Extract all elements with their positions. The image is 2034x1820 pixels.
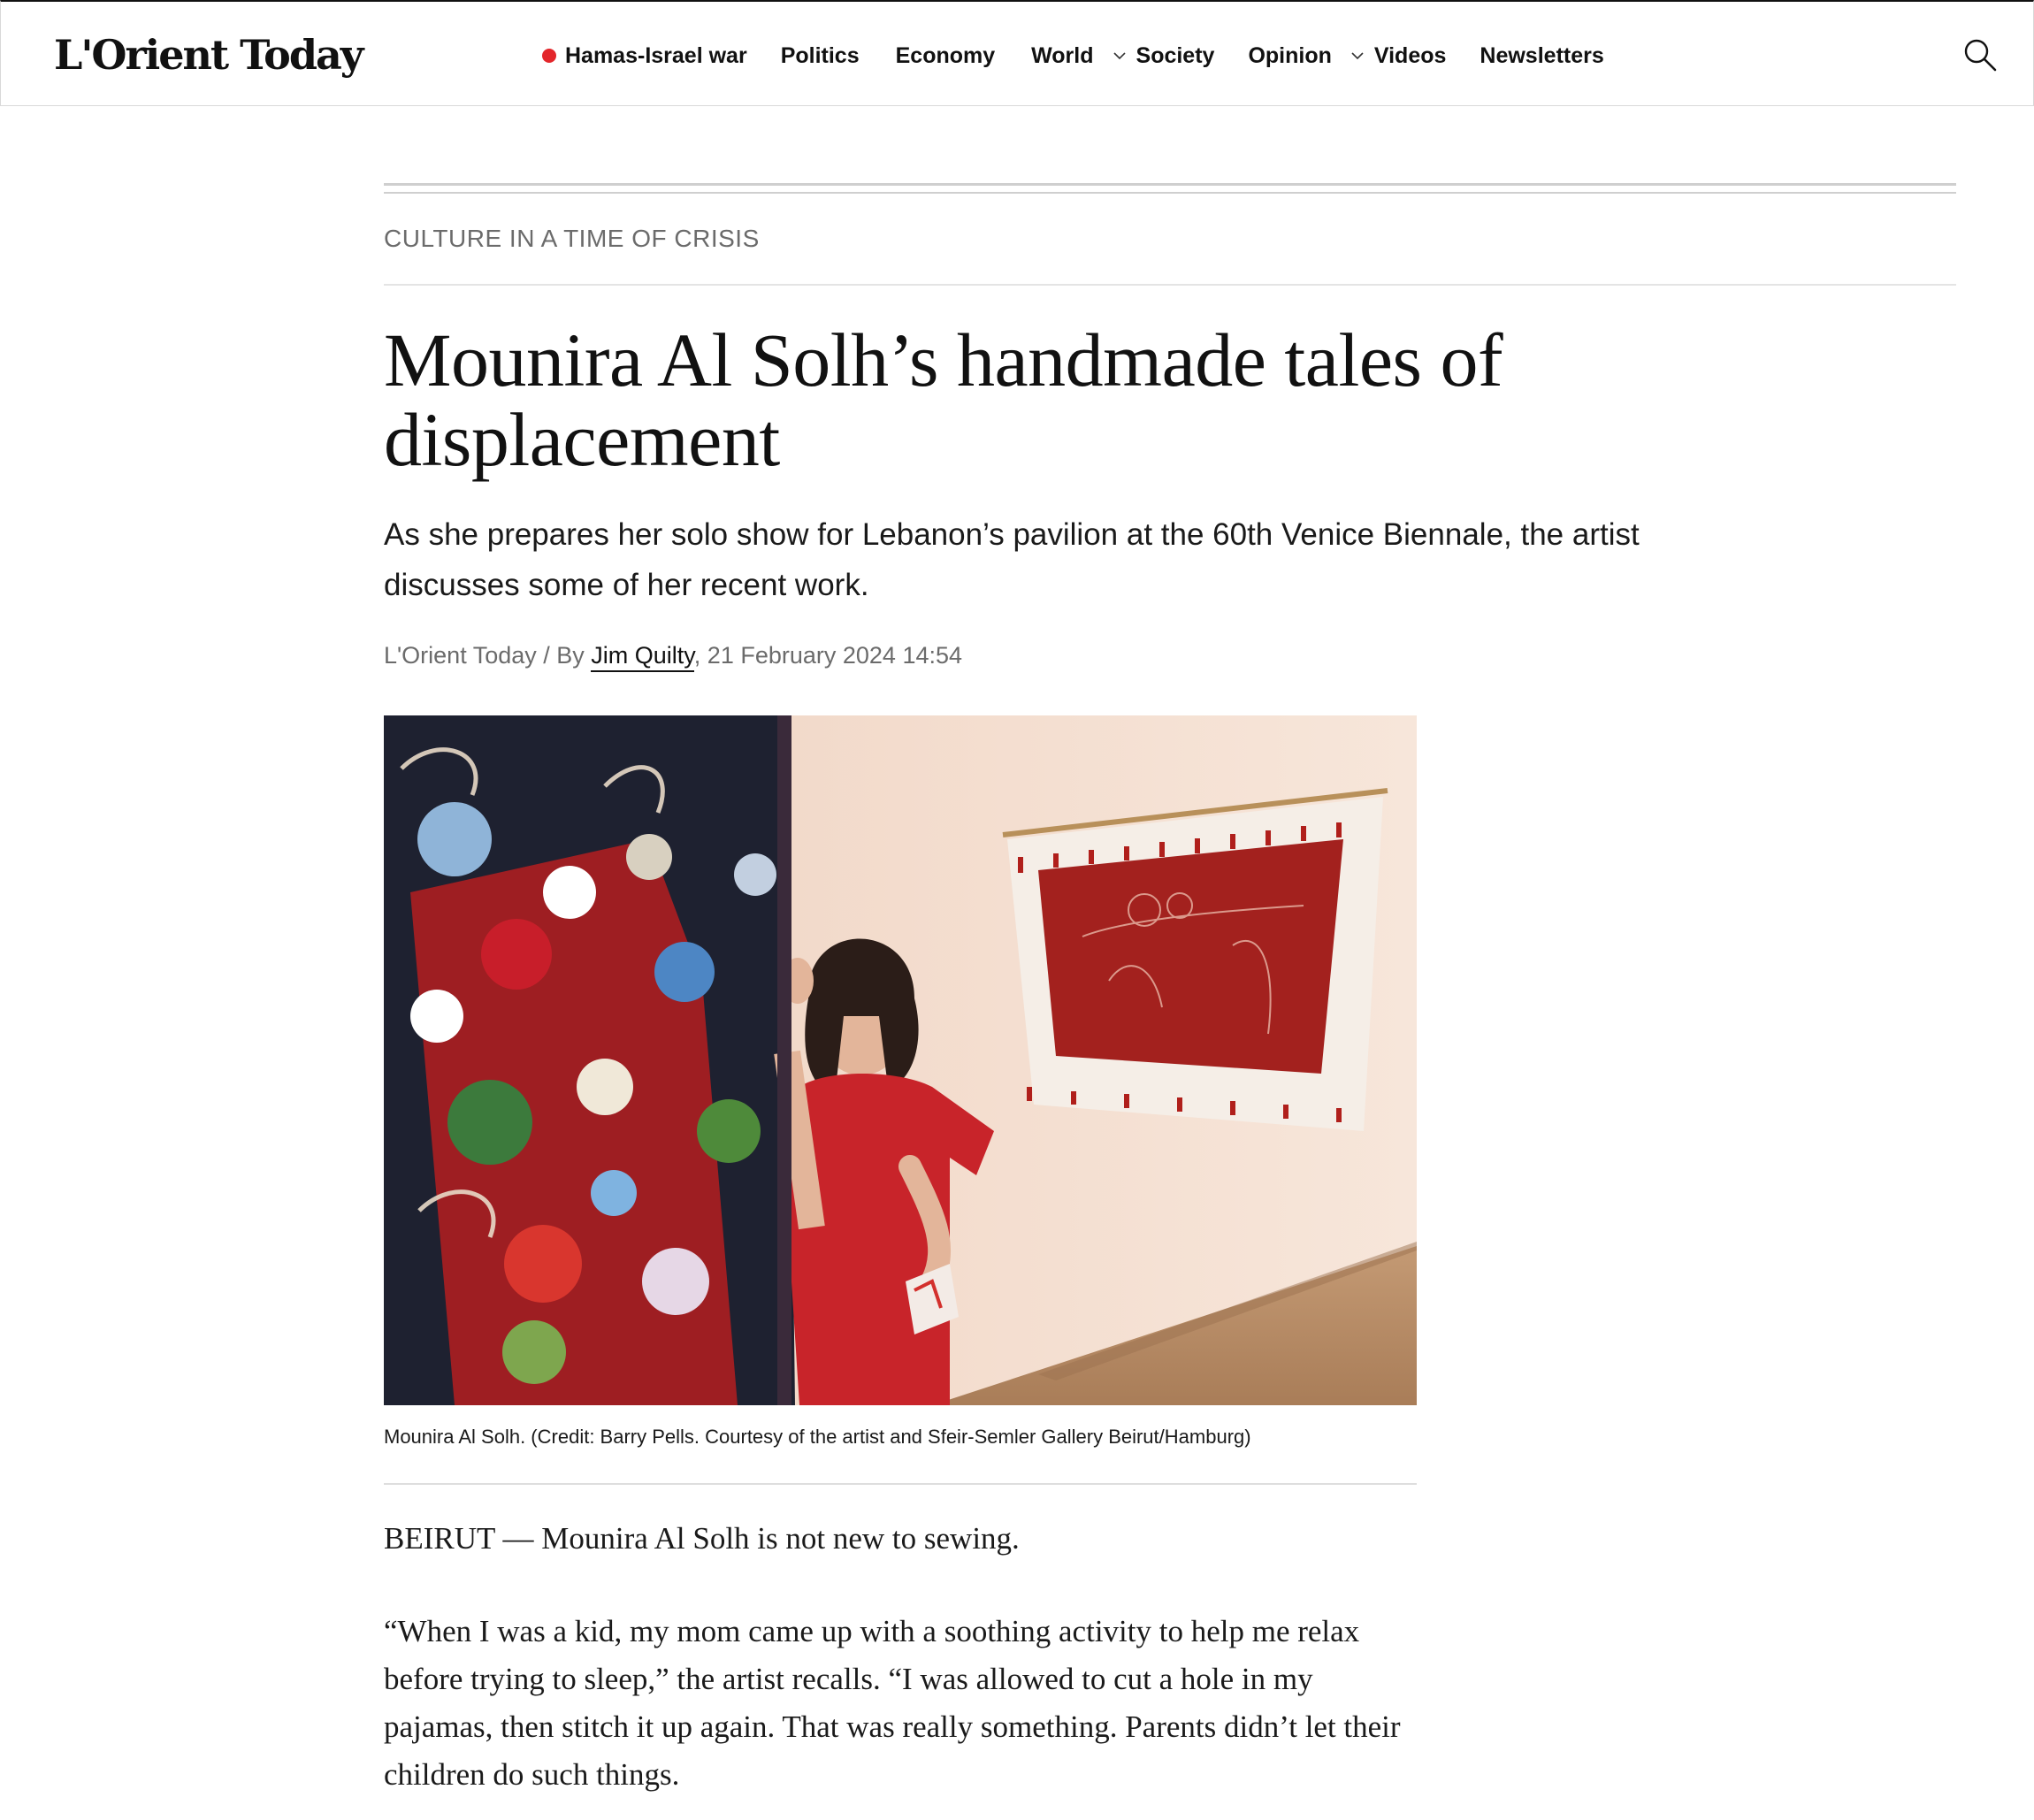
nav-label: Opinion — [1248, 42, 1332, 68]
author-link[interactable]: Jim Quilty — [591, 642, 694, 672]
nav-item-politics[interactable] — [781, 43, 860, 69]
site-logo[interactable]: L'Orient Today — [54, 31, 363, 79]
nav-item-world[interactable] — [1031, 43, 1093, 69]
article-paragraph: “When I was a kid, my mom came up with a soothing activity to help me relax before trying to sleep,” the artist recalls. “I was allowed to cut a hole in my pajamas, then stitch it up again. That was really something. Parents didn’t let their children do such things. — [384, 1614, 1401, 1792]
section-divider — [384, 183, 1956, 194]
nav-item-hamas-israel-war[interactable] — [542, 43, 747, 69]
nav-item-newsletters[interactable] — [1480, 43, 1603, 69]
byline-date: , 21 February 2024 14:54 — [693, 642, 963, 669]
main-nav — [542, 34, 1604, 78]
chevron-down-icon[interactable] — [1351, 50, 1364, 62]
nav-label: Politics — [780, 42, 860, 68]
nav-label: Videos — [1373, 42, 1447, 68]
artist-photo-illustration — [384, 715, 1417, 1405]
nav-item-opinion[interactable] — [1248, 43, 1331, 69]
live-indicator-icon — [542, 49, 556, 63]
article-kicker[interactable]: CULTURE IN A TIME OF CRISIS — [384, 225, 760, 252]
byline-prefix: L'Orient Today / By — [384, 642, 592, 669]
search-icon[interactable] — [1962, 37, 1998, 73]
article-byline — [384, 642, 962, 669]
nav-label: Society — [1136, 42, 1215, 68]
caption-divider — [384, 1483, 1417, 1485]
nav-label: Newsletters — [1480, 42, 1604, 68]
nav-label: World — [1031, 42, 1094, 68]
nav-label: Economy — [895, 42, 996, 68]
nav-item-videos[interactable] — [1351, 43, 1447, 69]
nav-item-economy[interactable] — [896, 43, 996, 69]
article-subtitle: As she prepares her solo show for Lebanon’s pavilion at the 60th Venice Biennale, the artist discusses some of her recent work. — [384, 517, 1640, 602]
chevron-down-icon[interactable] — [1113, 50, 1126, 62]
article-title: Mounira Al Solh’s handmade tales of displacement — [384, 317, 1503, 482]
nav-item-society[interactable] — [1113, 43, 1215, 69]
nav-label: Hamas-Israel war — [565, 42, 747, 68]
article-paragraph: BEIRUT — Mounira Al Solh is not new to sewing. — [384, 1521, 1020, 1556]
site-header — [0, 0, 2034, 106]
photo-caption: Mounira Al Solh. (Credit: Barry Pells. Courtesy of the artist and Sfeir-Semler Gallery Beirut/Hamburg) — [384, 1426, 1251, 1448]
kicker-divider — [384, 284, 1956, 286]
article-photo[interactable] — [384, 715, 1417, 1405]
